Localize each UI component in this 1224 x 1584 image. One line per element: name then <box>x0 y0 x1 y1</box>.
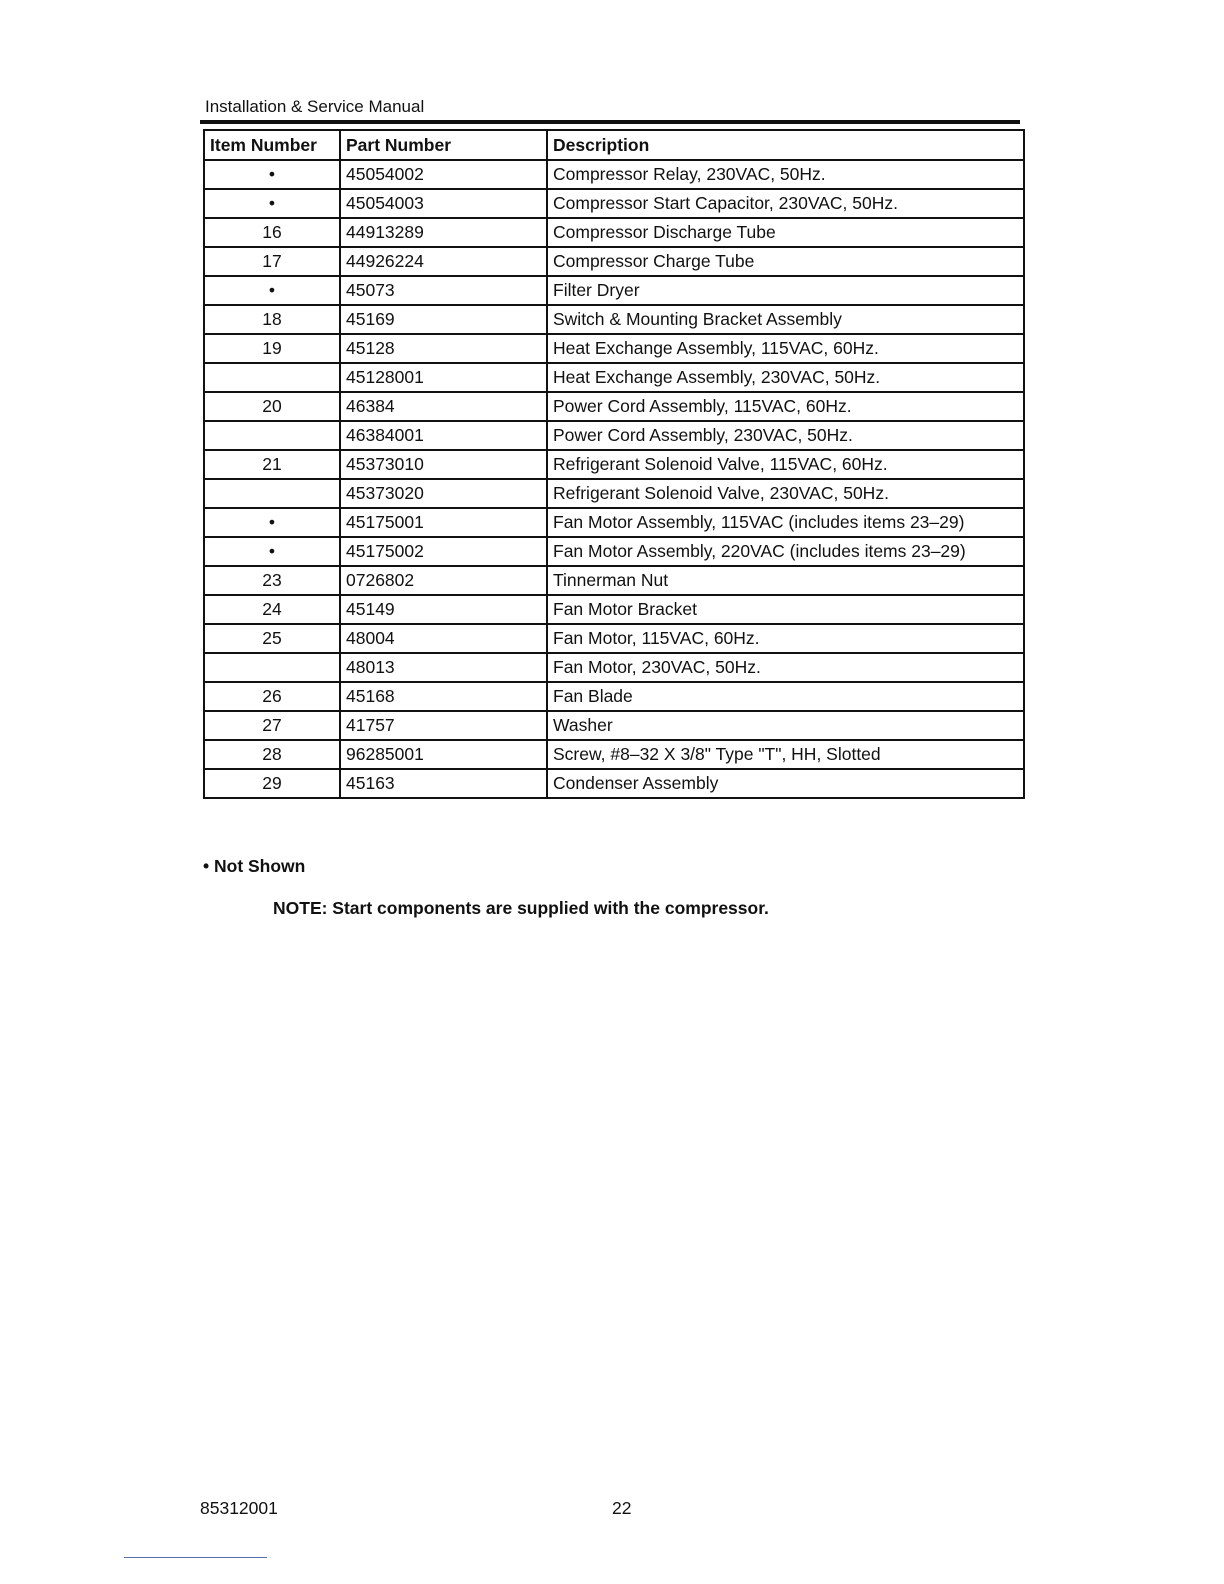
column-header-part-number: Part Number <box>340 130 547 160</box>
item-number-cell: • <box>204 537 340 566</box>
table-row <box>204 740 1024 769</box>
page-header-title: Installation & Service Manual <box>205 97 425 116</box>
item-number-cell: 25 <box>204 624 340 653</box>
part-number-cell: 45163 <box>340 769 547 798</box>
page-number: 22 <box>612 1498 632 1518</box>
table-row <box>204 189 1024 218</box>
item-number-cell <box>204 363 340 392</box>
part-number-cell: 45073 <box>340 276 547 305</box>
table-row <box>204 537 1024 566</box>
item-number-cell: 24 <box>204 595 340 624</box>
item-number-cell: 23 <box>204 566 340 595</box>
description-cell: Switch & Mounting Bracket Assembly <box>547 305 1024 334</box>
description-cell: Tinnerman Nut <box>547 566 1024 595</box>
item-number-cell: 18 <box>204 305 340 334</box>
note-start-components: NOTE: Start components are supplied with the compressor. <box>273 898 769 918</box>
description-cell: Condenser Assembly <box>547 769 1024 798</box>
description-cell: Power Cord Assembly, 115VAC, 60Hz. <box>547 392 1024 421</box>
table-row <box>204 276 1024 305</box>
description-cell: Fan Motor Bracket <box>547 595 1024 624</box>
table-row <box>204 392 1024 421</box>
table-row <box>204 305 1024 334</box>
item-number-cell: • <box>204 276 340 305</box>
item-number-cell: 19 <box>204 334 340 363</box>
table-row <box>204 160 1024 189</box>
description-cell: Fan Motor, 230VAC, 50Hz. <box>547 653 1024 682</box>
part-number-cell: 45168 <box>340 682 547 711</box>
description-cell: Compressor Start Capacitor, 230VAC, 50Hz. <box>547 189 1024 218</box>
part-number-cell: 96285001 <box>340 740 547 769</box>
description-cell: Fan Motor Assembly, 220VAC (includes items 23–29) <box>547 537 1024 566</box>
item-number-cell: • <box>204 189 340 218</box>
part-number-cell: 45054002 <box>340 160 547 189</box>
table-header-row <box>204 130 1024 160</box>
item-number-cell: 28 <box>204 740 340 769</box>
table-row <box>204 218 1024 247</box>
description-cell: Compressor Discharge Tube <box>547 218 1024 247</box>
item-number-cell: 27 <box>204 711 340 740</box>
bottom-rule <box>124 1557 267 1558</box>
description-cell: Washer <box>547 711 1024 740</box>
description-cell: Refrigerant Solenoid Valve, 230VAC, 50Hz. <box>547 479 1024 508</box>
description-cell: Refrigerant Solenoid Valve, 115VAC, 60Hz. <box>547 450 1024 479</box>
part-number-cell: 44913289 <box>340 218 547 247</box>
table-row <box>204 653 1024 682</box>
item-number-cell: 26 <box>204 682 340 711</box>
description-cell: Power Cord Assembly, 230VAC, 50Hz. <box>547 421 1024 450</box>
description-cell: Fan Blade <box>547 682 1024 711</box>
table-row <box>204 566 1024 595</box>
description-cell: Screw, #8–32 X 3/8" Type "T", HH, Slotted <box>547 740 1024 769</box>
table-row <box>204 711 1024 740</box>
part-number-cell: 0726802 <box>340 566 547 595</box>
table-row <box>204 769 1024 798</box>
table-row <box>204 334 1024 363</box>
item-number-cell: 20 <box>204 392 340 421</box>
table-row <box>204 450 1024 479</box>
item-number-cell: • <box>204 160 340 189</box>
item-number-cell: 29 <box>204 769 340 798</box>
part-number-cell: 44926224 <box>340 247 547 276</box>
part-number-cell: 48004 <box>340 624 547 653</box>
table-row <box>204 508 1024 537</box>
parts-table <box>203 129 1025 799</box>
document-number: 85312001 <box>200 1498 278 1518</box>
table-row <box>204 479 1024 508</box>
part-number-cell: 45128001 <box>340 363 547 392</box>
table-row <box>204 421 1024 450</box>
column-header-item-number: Item Number <box>204 130 340 160</box>
item-number-cell: • <box>204 508 340 537</box>
column-header-description: Description <box>547 130 1024 160</box>
part-number-cell: 45373020 <box>340 479 547 508</box>
parts-table-body <box>204 160 1024 798</box>
part-number-cell: 45175002 <box>340 537 547 566</box>
description-cell: Filter Dryer <box>547 276 1024 305</box>
description-cell: Fan Motor Assembly, 115VAC (includes items 23–29) <box>547 508 1024 537</box>
part-number-cell: 46384001 <box>340 421 547 450</box>
description-cell: Fan Motor, 115VAC, 60Hz. <box>547 624 1024 653</box>
table-row <box>204 595 1024 624</box>
part-number-cell: 45149 <box>340 595 547 624</box>
part-number-cell: 45373010 <box>340 450 547 479</box>
description-cell: Heat Exchange Assembly, 115VAC, 60Hz. <box>547 334 1024 363</box>
table-row <box>204 624 1024 653</box>
description-cell: Compressor Charge Tube <box>547 247 1024 276</box>
item-number-cell <box>204 479 340 508</box>
footnote-not-shown: • Not Shown <box>203 856 306 876</box>
table-row <box>204 682 1024 711</box>
item-number-cell <box>204 653 340 682</box>
header-rule <box>200 120 1020 124</box>
table-row <box>204 247 1024 276</box>
item-number-cell: 17 <box>204 247 340 276</box>
table-row <box>204 363 1024 392</box>
part-number-cell: 48013 <box>340 653 547 682</box>
part-number-cell: 41757 <box>340 711 547 740</box>
description-cell: Heat Exchange Assembly, 230VAC, 50Hz. <box>547 363 1024 392</box>
part-number-cell: 45175001 <box>340 508 547 537</box>
part-number-cell: 45128 <box>340 334 547 363</box>
part-number-cell: 45169 <box>340 305 547 334</box>
item-number-cell <box>204 421 340 450</box>
description-cell: Compressor Relay, 230VAC, 50Hz. <box>547 160 1024 189</box>
item-number-cell: 21 <box>204 450 340 479</box>
part-number-cell: 46384 <box>340 392 547 421</box>
item-number-cell: 16 <box>204 218 340 247</box>
part-number-cell: 45054003 <box>340 189 547 218</box>
